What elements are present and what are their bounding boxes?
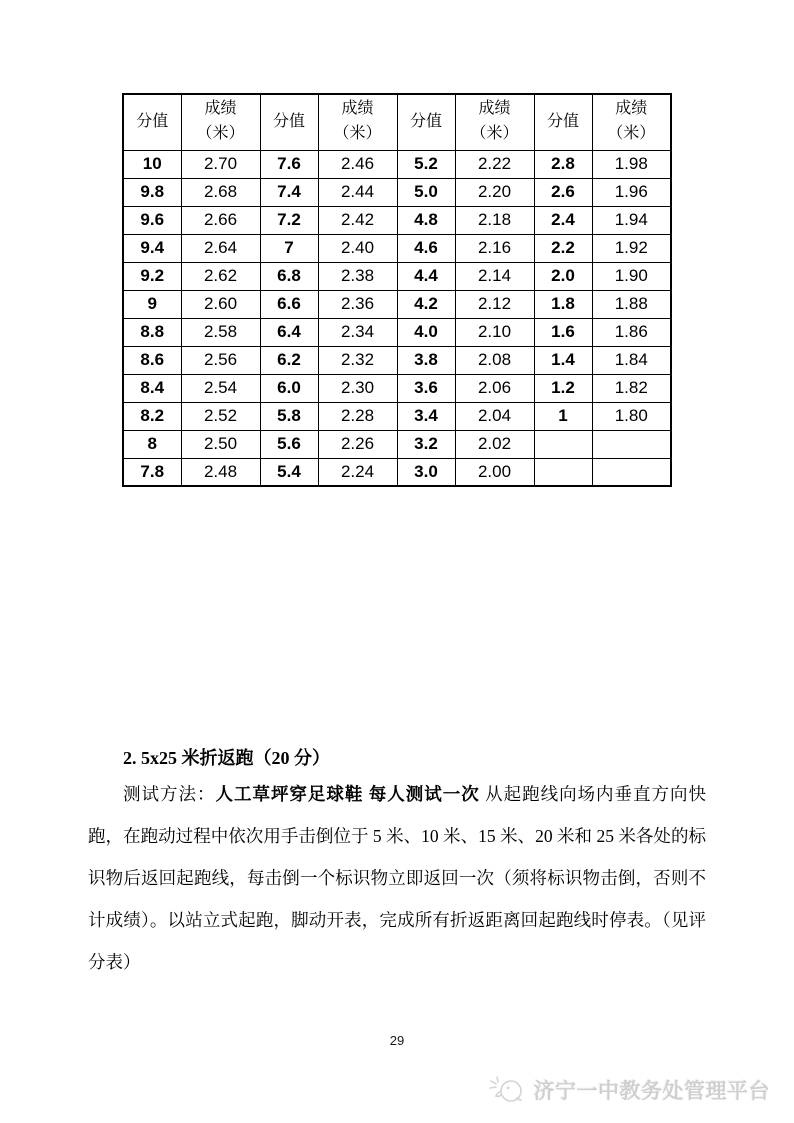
result-cell: 2.36 [318, 290, 397, 318]
result-cell: 2.70 [181, 150, 260, 178]
score-cell: 8 [123, 430, 181, 458]
table-row [123, 346, 671, 374]
score-cell: 4.8 [397, 206, 455, 234]
result-cell: 1.92 [592, 234, 671, 262]
table-row [123, 150, 671, 178]
table-header-cell: 分值 [260, 94, 318, 150]
result-cell: 2.16 [455, 234, 534, 262]
result-cell: 2.12 [455, 290, 534, 318]
result-cell: 2.66 [181, 206, 260, 234]
result-cell: 2.68 [181, 178, 260, 206]
result-cell: 2.18 [455, 206, 534, 234]
table-body [123, 150, 671, 486]
result-cell: 2.64 [181, 234, 260, 262]
score-cell: 7.6 [260, 150, 318, 178]
result-cell: 2.22 [455, 150, 534, 178]
table-header-cell: 成绩 （米） [318, 94, 397, 150]
paragraph-segment: 从起跑线向场内垂直方向快跑，在跑动过程中依次用手击倒位于 5 米、10 米、15 米、20 米和 25 米各处的标识物后返回起跑线，每击倒一个标识物立即返回一次（须将标识物击倒，否则不计成绩）。以站立式起跑，脚动开表，完成所有折返距离回起跑线时停表。（见评分表） [88, 784, 707, 972]
result-cell: 1.94 [592, 206, 671, 234]
table-row [123, 206, 671, 234]
score-cell: 3.6 [397, 374, 455, 402]
result-cell: 2.58 [181, 318, 260, 346]
result-cell: 2.48 [181, 458, 260, 486]
result-cell: 2.46 [318, 150, 397, 178]
table-row [123, 430, 671, 458]
score-cell: 6.4 [260, 318, 318, 346]
result-cell: 2.50 [181, 430, 260, 458]
table-header-row [123, 94, 671, 150]
result-cell: 1.98 [592, 150, 671, 178]
table-row [123, 262, 671, 290]
result-cell: 1.82 [592, 374, 671, 402]
paragraph-segment: 测试方法： [123, 784, 216, 804]
result-cell [592, 458, 671, 486]
section-heading: 2. 5x25 米折返跑（20 分） [123, 748, 330, 768]
score-cell: 5.8 [260, 402, 318, 430]
score-cell: 1.6 [534, 318, 592, 346]
score-cell: 2.4 [534, 206, 592, 234]
table-row [123, 374, 671, 402]
score-cell: 5.6 [260, 430, 318, 458]
score-cell: 6.6 [260, 290, 318, 318]
result-cell: 2.60 [181, 290, 260, 318]
score-cell: 9.6 [123, 206, 181, 234]
score-cell [534, 458, 592, 486]
score-cell: 8.8 [123, 318, 181, 346]
score-cell: 1.8 [534, 290, 592, 318]
score-cell: 6.0 [260, 374, 318, 402]
table-header-cell: 分值 [397, 94, 455, 150]
watermark [487, 1072, 771, 1108]
table-header-cell: 分值 [534, 94, 592, 150]
result-cell: 2.24 [318, 458, 397, 486]
result-cell: 2.20 [455, 178, 534, 206]
score-cell: 3.0 [397, 458, 455, 486]
score-cell: 5.0 [397, 178, 455, 206]
score-cell: 2.2 [534, 234, 592, 262]
table-header-cell: 分值 [123, 94, 181, 150]
page-number: 29 [389, 1033, 405, 1048]
table-header [123, 94, 671, 150]
score-cell: 9.4 [123, 234, 181, 262]
result-cell: 2.26 [318, 430, 397, 458]
result-cell: 2.02 [455, 430, 534, 458]
score-cell: 8.6 [123, 346, 181, 374]
result-cell [592, 430, 671, 458]
result-cell: 1.80 [592, 402, 671, 430]
score-cell: 9 [123, 290, 181, 318]
result-cell: 1.96 [592, 178, 671, 206]
table-row [123, 318, 671, 346]
score-cell: 2.0 [534, 262, 592, 290]
score-cell: 3.4 [397, 402, 455, 430]
result-cell: 2.44 [318, 178, 397, 206]
table-row [123, 178, 671, 206]
result-cell: 2.54 [181, 374, 260, 402]
score-cell: 7.8 [123, 458, 181, 486]
result-cell: 1.90 [592, 262, 671, 290]
score-cell: 5.2 [397, 150, 455, 178]
result-cell: 1.88 [592, 290, 671, 318]
result-cell: 2.30 [318, 374, 397, 402]
mascot-icon [487, 1072, 529, 1108]
score-cell: 4.2 [397, 290, 455, 318]
result-cell: 1.86 [592, 318, 671, 346]
table-row [123, 402, 671, 430]
score-cell: 1.4 [534, 346, 592, 374]
table-header-cell: 成绩 （米） [181, 94, 260, 150]
result-cell: 2.08 [455, 346, 534, 374]
result-cell: 2.28 [318, 402, 397, 430]
result-cell: 2.34 [318, 318, 397, 346]
result-cell: 2.42 [318, 206, 397, 234]
result-cell: 2.04 [455, 402, 534, 430]
score-cell: 1 [534, 402, 592, 430]
result-cell: 2.06 [455, 374, 534, 402]
result-cell: 2.32 [318, 346, 397, 374]
table-row [123, 290, 671, 318]
paragraph-bold-segment: 人工草坪穿足球鞋 每人测试一次 [215, 784, 480, 804]
result-cell: 2.38 [318, 262, 397, 290]
score-cell: 7.4 [260, 178, 318, 206]
score-cell: 2.6 [534, 178, 592, 206]
watermark-text: 济宁一中教务处管理平台 [533, 1079, 770, 1103]
score-cell: 5.4 [260, 458, 318, 486]
result-cell: 2.62 [181, 262, 260, 290]
score-cell: 3.8 [397, 346, 455, 374]
score-cell: 6.8 [260, 262, 318, 290]
score-table [122, 93, 672, 487]
score-cell: 8.2 [123, 402, 181, 430]
result-cell: 1.84 [592, 346, 671, 374]
score-cell: 4.6 [397, 234, 455, 262]
score-cell: 6.2 [260, 346, 318, 374]
score-cell: 8.4 [123, 374, 181, 402]
score-cell: 10 [123, 150, 181, 178]
method-paragraph [88, 773, 706, 983]
table-header-cell: 成绩 （米） [592, 94, 671, 150]
result-cell: 2.10 [455, 318, 534, 346]
score-cell: 7.2 [260, 206, 318, 234]
table-header-cell: 成绩 （米） [455, 94, 534, 150]
score-cell: 3.2 [397, 430, 455, 458]
score-cell: 4.4 [397, 262, 455, 290]
score-cell: 9.8 [123, 178, 181, 206]
score-cell: 7 [260, 234, 318, 262]
result-cell: 2.56 [181, 346, 260, 374]
result-cell: 2.52 [181, 402, 260, 430]
score-cell: 1.2 [534, 374, 592, 402]
score-cell: 2.8 [534, 150, 592, 178]
result-cell: 2.40 [318, 234, 397, 262]
result-cell: 2.00 [455, 458, 534, 486]
score-cell: 9.2 [123, 262, 181, 290]
result-cell: 2.14 [455, 262, 534, 290]
score-cell [534, 430, 592, 458]
table-row [123, 234, 671, 262]
table-row [123, 458, 671, 486]
score-cell: 4.0 [397, 318, 455, 346]
